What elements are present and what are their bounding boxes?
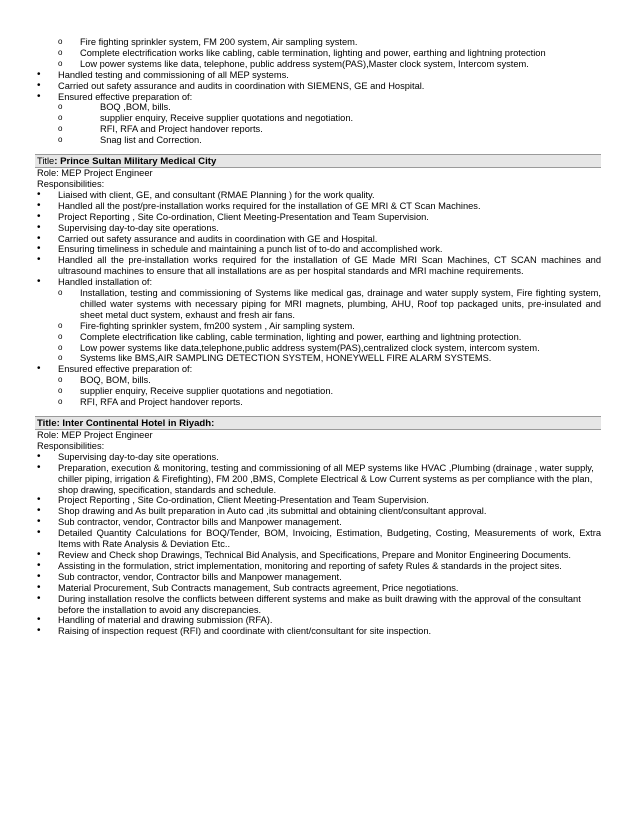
list-item: o RFI, RFA and Project handover reports. <box>58 124 601 135</box>
sub-list-systems <box>58 37 601 70</box>
project-title-bar <box>35 416 601 430</box>
list-item: o Installation, testing and commissioning of Systems like medical gas, drainage and water supply system, Fire fighting system, chilled water systems with necessary piping for MRI magnets, plumbing, AHU, Roof top packaged units, pre-insulated and sheet metal duct system, exhaust and fresh air fans. <box>58 288 601 321</box>
bullet-list-duties <box>37 70 601 103</box>
list-item: o BOQ ,BOM, bills. <box>58 102 601 113</box>
list-item: • Material Procurement, Sub Contracts management, Sub contracts agreement, Price negotiations. <box>37 583 601 594</box>
project-title-bar <box>35 154 601 168</box>
list-item: • Handled installation of: <box>37 277 601 288</box>
list-item: • Project Reporting , Site Co-ordination, Client Meeting-Presentation and Team Supervision. <box>37 212 601 223</box>
list-item: o Low power systems like data,telephone,public address system(PAS),centralized clock system, intercom system. <box>58 343 601 354</box>
list-item: o Snag list and Correction. <box>58 135 601 146</box>
list-item: • Sub contractor, vendor, Contractor bills and Manpower management. <box>37 572 601 583</box>
list-item: • Review and Check shop Drawings, Technical Bid Analysis, and Specifications, Prepare and Monitor Engineering Documents. <box>37 550 601 561</box>
list-item: • Ensured effective preparation of: <box>37 92 601 103</box>
list-item: • Supervising day-to-day site operations. <box>37 223 601 234</box>
list-item: o supplier enquiry, Receive supplier quotations and negotiation. <box>58 386 601 397</box>
sub-list-installation <box>58 288 601 364</box>
list-item: o Fire-fighting sprinkler system, fm200 system , Air sampling system. <box>58 321 601 332</box>
sub-list-preparation <box>58 375 601 408</box>
sub-list-preparation <box>58 102 601 146</box>
list-item: • Carried out safety assurance and audits in coordination with SIEMENS, GE and Hospital. <box>37 81 601 92</box>
project-title: : Prince Sultan Military Medical City <box>54 156 217 168</box>
role-line: Role: MEP Project Engineer <box>37 430 153 440</box>
resume-content <box>37 37 601 637</box>
list-item: • Liaised with client, GE, and consultant (RMAE Planning ) for the work quality. <box>37 190 601 201</box>
project-title: : Inter Continental Hotel in Riyadh: <box>56 418 215 429</box>
list-item: o Low power systems like data, telephone, public address system(PAS),Master clock system, Intercom system. <box>58 59 601 70</box>
list-item: • During installation resolve the conflicts between different systems and make as built drawing with the approval of the consultant before the installation to avoid any discrepancies. <box>37 594 601 616</box>
list-item: • Sub contractor, vendor, Contractor bills and Manpower management. <box>37 517 601 528</box>
list-item: o supplier enquiry, Receive supplier quotations and negotiation. <box>58 113 601 124</box>
list-item: • Assisting in the formulation, strict implementation, monitoring and reporting of safety Rules & standards in the project sites. <box>37 561 601 572</box>
role-line: Role: MEP Project Engineer <box>37 168 153 179</box>
responsibilities-heading: Responsibilities: <box>37 178 105 189</box>
list-item: • Handling of material and drawing submission (RFA). <box>37 615 601 626</box>
list-item: o Complete electrification works like cabling, cable termination, lighting and power, earthing and lightning protection <box>58 48 601 59</box>
list-item: • Handled all the pre-installation works required for the installation of GE Made MRI Scan Machines, CT SCAN machines and ultrasound machines to ensure that all installations are as per hospital standards and MRI machine requirements. <box>37 255 601 277</box>
bullet-list-responsibilities <box>37 452 601 637</box>
responsibilities-heading: Responsibilities: <box>37 440 105 451</box>
bullet-list-preparation <box>37 364 601 375</box>
list-item: • Preparation, execution & monitoring, testing and commissioning of all MEP systems like HVAC ,Plumbing (drainage , water supply, chiller piping, irrigation & Firefighting), FM 200 ,BMS, Complete Electrical & Low Current systems as per compliance with the plan, shop drawing, specification, standards and schedule. <box>37 463 601 496</box>
title-label: Title <box>37 156 55 167</box>
list-item: • Carried out safety assurance and audits in coordination with GE and Hospital. <box>37 234 601 245</box>
list-item: • Handled all the post/pre-installation works required for the installation of GE MRI & CT Scan Machines. <box>37 201 601 212</box>
list-item: • Ensuring timeliness in schedule and maintaining a punch list of to-do and accomplished work. <box>37 244 601 255</box>
list-item: • Ensured effective preparation of: <box>37 364 601 375</box>
title-label: Title <box>37 418 57 429</box>
list-item: • Supervising day-to-day site operations. <box>37 452 601 463</box>
list-item: o Fire fighting sprinkler system, FM 200 system, Air sampling system. <box>58 37 601 48</box>
list-item: o RFI, RFA and Project handover reports. <box>58 397 601 408</box>
list-item: • Handled testing and commissioning of all MEP systems. <box>37 70 601 81</box>
list-item: • Shop drawing and As built preparation in Auto cad ,its submittal and obtaining client/consultant approval. <box>37 506 601 517</box>
list-item: • Detailed Quantity Calculations for BOQ/Tender, BOM, Invoicing, Estimation, Budgeting, Costing, Measurements of work, Extra Items with Rate Analysis & Deviation Etc.. <box>37 528 601 550</box>
list-item: o BOQ, BOM, bills. <box>58 375 601 386</box>
bullet-list-responsibilities <box>37 190 601 288</box>
list-item: • Project Reporting , Site Co-ordination, Client Meeting-Presentation and Team Supervision. <box>37 495 601 506</box>
list-item: • Raising of inspection request (RFI) and coordinate with client/consultant for site inspection. <box>37 626 601 637</box>
list-item: o Systems like BMS,AIR SAMPLING DETECTION SYSTEM, HONEYWELL FIRE ALARM SYSTEMS. <box>58 353 601 364</box>
list-item: o Complete electrification like cabling, cable termination, lighting and power, earthing and lightning protection. <box>58 332 601 343</box>
